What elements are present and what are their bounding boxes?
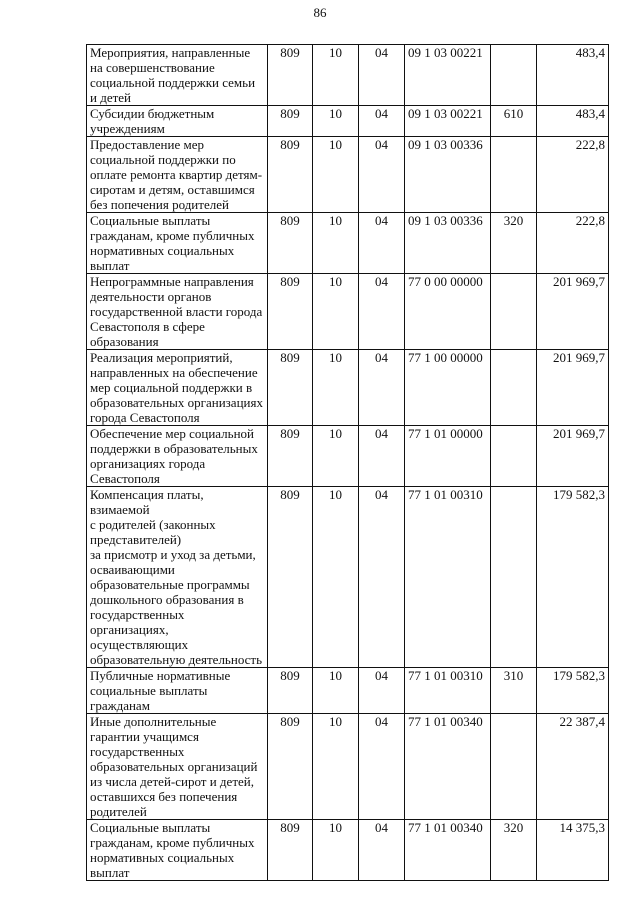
- section-code-cell: 10: [313, 274, 359, 350]
- table-row: [87, 426, 609, 487]
- description-cell: Обеспечение мер социальной поддержки в образовательных организациях города Севастополя: [87, 426, 268, 487]
- table-row: [87, 714, 609, 820]
- amount-cell: 222,8: [537, 137, 609, 213]
- section-code-cell: 10: [313, 213, 359, 274]
- subsection-code-cell: 04: [359, 487, 405, 668]
- subsection-code-cell: 04: [359, 350, 405, 426]
- target-article-cell: 77 1 01 00340: [405, 714, 491, 820]
- amount-cell: 14 375,3: [537, 820, 609, 881]
- description-cell: Субсидии бюджетным учреждениям: [87, 106, 268, 137]
- table-row: [87, 274, 609, 350]
- target-article-cell: 77 1 01 00340: [405, 820, 491, 881]
- description-cell: Предоставление мер социальной поддержки по оплате ремонта квартир детям- сиротам и детям, оставшимся без попечения родителей: [87, 137, 268, 213]
- subsection-code-cell: 04: [359, 714, 405, 820]
- ministry-code-cell: 809: [268, 426, 313, 487]
- target-article-cell: 77 1 01 00000: [405, 426, 491, 487]
- target-article-cell: 09 1 03 00221: [405, 45, 491, 106]
- ministry-code-cell: 809: [268, 668, 313, 714]
- ministry-code-cell: 809: [268, 714, 313, 820]
- expense-type-cell: [491, 714, 537, 820]
- subsection-code-cell: 04: [359, 668, 405, 714]
- amount-cell: 222,8: [537, 213, 609, 274]
- amount-cell: 22 387,4: [537, 714, 609, 820]
- target-article-cell: 09 1 03 00336: [405, 137, 491, 213]
- amount-cell: 201 969,7: [537, 350, 609, 426]
- ministry-code-cell: 809: [268, 487, 313, 668]
- target-article-cell: 09 1 03 00221: [405, 106, 491, 137]
- section-code-cell: 10: [313, 426, 359, 487]
- amount-cell: 483,4: [537, 45, 609, 106]
- section-code-cell: 10: [313, 106, 359, 137]
- table-row: [87, 213, 609, 274]
- description-cell: Публичные нормативные социальные выплаты гражданам: [87, 668, 268, 714]
- target-article-cell: 77 1 01 00310: [405, 487, 491, 668]
- expense-type-cell: 320: [491, 213, 537, 274]
- target-article-cell: 77 1 00 00000: [405, 350, 491, 426]
- amount-cell: 483,4: [537, 106, 609, 137]
- table-row: [87, 137, 609, 213]
- subsection-code-cell: 04: [359, 213, 405, 274]
- section-code-cell: 10: [313, 350, 359, 426]
- ministry-code-cell: 809: [268, 274, 313, 350]
- description-cell: Непрограммные направления деятельности органов государственной власти города Севастополя в сфере образования: [87, 274, 268, 350]
- ministry-code-cell: 809: [268, 820, 313, 881]
- subsection-code-cell: 04: [359, 274, 405, 350]
- table-row: [87, 487, 609, 668]
- table-row: [87, 106, 609, 137]
- expense-type-cell: 320: [491, 820, 537, 881]
- table-row: [87, 350, 609, 426]
- subsection-code-cell: 04: [359, 820, 405, 881]
- section-code-cell: 10: [313, 137, 359, 213]
- expense-type-cell: 610: [491, 106, 537, 137]
- expense-type-cell: [491, 45, 537, 106]
- budget-table-body: [87, 45, 609, 881]
- amount-cell: 179 582,3: [537, 668, 609, 714]
- section-code-cell: 10: [313, 487, 359, 668]
- section-code-cell: 10: [313, 714, 359, 820]
- section-code-cell: 10: [313, 45, 359, 106]
- ministry-code-cell: 809: [268, 45, 313, 106]
- description-cell: Иные дополнительные гарантии учащимся государственных образовательных организаций из числа детей-сирот и детей, оставшихся без попечения родителей: [87, 714, 268, 820]
- ministry-code-cell: 809: [268, 350, 313, 426]
- description-cell: Реализация мероприятий, направленных на обеспечение мер социальной поддержки в образовательных организациях города Севастополя: [87, 350, 268, 426]
- section-code-cell: 10: [313, 668, 359, 714]
- ministry-code-cell: 809: [268, 137, 313, 213]
- target-article-cell: 77 0 00 00000: [405, 274, 491, 350]
- table-row: [87, 668, 609, 714]
- description-cell: Мероприятия, направленные на совершенствование социальной поддержки семьи и детей: [87, 45, 268, 106]
- amount-cell: 201 969,7: [537, 426, 609, 487]
- amount-cell: 201 969,7: [537, 274, 609, 350]
- expense-type-cell: [491, 274, 537, 350]
- table-row: [87, 820, 609, 881]
- subsection-code-cell: 04: [359, 106, 405, 137]
- ministry-code-cell: 809: [268, 106, 313, 137]
- target-article-cell: 09 1 03 00336: [405, 213, 491, 274]
- table-row: [87, 45, 609, 106]
- section-code-cell: 10: [313, 820, 359, 881]
- expense-type-cell: [491, 426, 537, 487]
- subsection-code-cell: 04: [359, 426, 405, 487]
- expense-type-cell: [491, 487, 537, 668]
- budget-table: [86, 44, 609, 881]
- subsection-code-cell: 04: [359, 137, 405, 213]
- description-cell: Социальные выплаты гражданам, кроме публичных нормативных социальных выплат: [87, 820, 268, 881]
- expense-type-cell: 310: [491, 668, 537, 714]
- description-cell: Социальные выплаты гражданам, кроме публичных нормативных социальных выплат: [87, 213, 268, 274]
- expense-type-cell: [491, 137, 537, 213]
- page-number: 86: [313, 5, 327, 20]
- subsection-code-cell: 04: [359, 45, 405, 106]
- ministry-code-cell: 809: [268, 213, 313, 274]
- amount-cell: 179 582,3: [537, 487, 609, 668]
- expense-type-cell: [491, 350, 537, 426]
- target-article-cell: 77 1 01 00310: [405, 668, 491, 714]
- description-cell: Компенсация платы, взимаемой с родителей (законных представителей) за присмотр и уход за детьми, осваивающими образовательные программы дошкольного образования в государственных организациях, осуществляющих образовательную деятельность: [87, 487, 268, 668]
